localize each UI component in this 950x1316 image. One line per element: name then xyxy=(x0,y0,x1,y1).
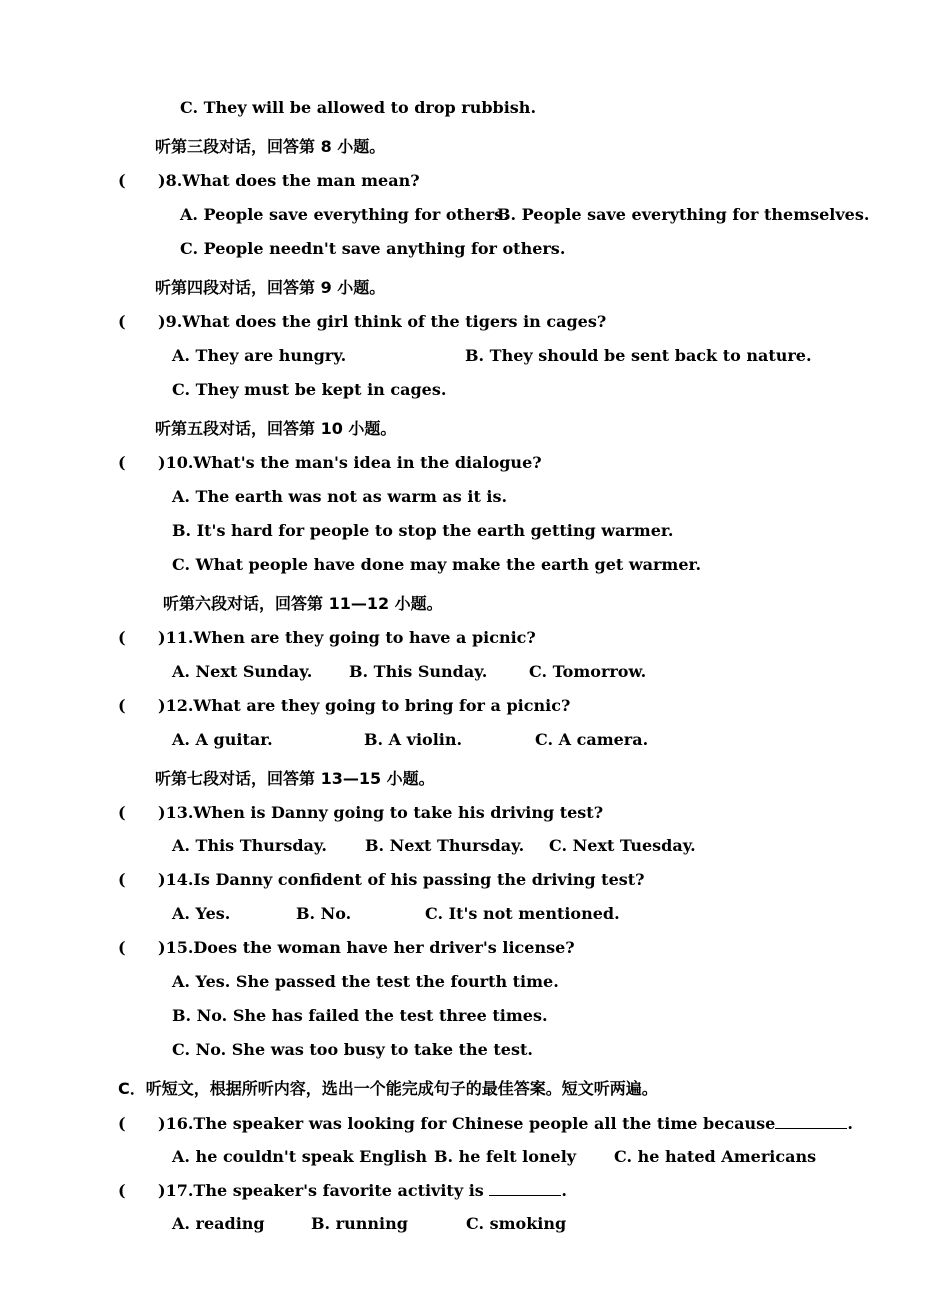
q16-option-c: C. he hated Americans xyxy=(614,1147,817,1166)
question-11: ( )11.When are they going to have a picnic? xyxy=(118,628,536,647)
question-17: ( )17.The speaker's favorite activity is . xyxy=(118,1181,567,1200)
q17-option-c: C. smoking xyxy=(466,1214,567,1233)
q8-option-a: A. People save everything for others. xyxy=(180,205,509,224)
q9-option-b: B. They should be sent back to nature. xyxy=(465,346,812,365)
q13-option-a: A. This Thursday. xyxy=(172,836,327,855)
q8-option-c: C. People needn't save anything for others. xyxy=(180,239,566,258)
answer-paren[interactable]: ( xyxy=(118,1181,126,1200)
q14-option-c: C. It's not mentioned. xyxy=(425,904,620,923)
q14-option-a: A. Yes. xyxy=(172,904,231,923)
q10-option-a: A. The earth was not as warm as it is. xyxy=(172,487,508,506)
q11-option-a: A. Next Sunday. xyxy=(172,662,313,681)
question-12: ( )12.What are they going to bring for a picnic? xyxy=(118,696,571,715)
answer-paren[interactable]: ( xyxy=(118,628,126,647)
answer-paren[interactable]: ( xyxy=(118,453,126,472)
q13-option-c: C. Next Tuesday. xyxy=(549,836,696,855)
q16-option-a: A. he couldn't speak English xyxy=(172,1147,427,1166)
q15-option-c: C. No. She was too busy to take the test. xyxy=(172,1040,533,1059)
q10-option-b: B. It's hard for people to stop the earth getting warmer. xyxy=(172,521,674,540)
question-14: ( )14.Is Danny confident of his passing the driving test? xyxy=(118,870,645,889)
section-heading-6: 听第六段对话，回答第 11—12 小题。 xyxy=(163,594,443,613)
answer-paren[interactable]: ( xyxy=(118,696,126,715)
question-10: ( )10.What's the man's idea in the dialogue? xyxy=(118,453,542,472)
q9-option-a: A. They are hungry. xyxy=(172,346,347,365)
question-15: ( )15.Does the woman have her driver's license? xyxy=(118,938,575,957)
section-heading-4: 听第四段对话，回答第 9 小题。 xyxy=(155,278,386,297)
q17-option-a: A. reading xyxy=(172,1214,265,1233)
q12-option-a: A. A guitar. xyxy=(172,730,273,749)
question-13: ( )13.When is Danny going to take his driving test? xyxy=(118,803,604,822)
q13-option-b: B. Next Thursday. xyxy=(365,836,525,855)
answer-blank[interactable] xyxy=(489,1180,561,1196)
q11-option-b: B. This Sunday. xyxy=(349,662,488,681)
answer-paren[interactable]: ( xyxy=(118,312,126,331)
question-8: ( )8.What does the man mean? xyxy=(118,171,420,190)
q9-option-c: C. They must be kept in cages. xyxy=(172,380,447,399)
q12-option-b: B. A violin. xyxy=(364,730,463,749)
question-9: ( )9.What does the girl think of the tigers in cages? xyxy=(118,312,607,331)
answer-paren[interactable]: ( xyxy=(118,938,126,957)
q16-option-b: B. he felt lonely xyxy=(434,1147,577,1166)
answer-blank[interactable] xyxy=(775,1113,847,1129)
answer-paren[interactable]: ( xyxy=(118,1114,126,1133)
q10-option-c: C. What people have done may make the earth get warmer. xyxy=(172,555,702,574)
q7-option-c: C. They will be allowed to drop rubbish. xyxy=(180,98,537,117)
answer-paren[interactable]: ( xyxy=(118,803,126,822)
q8-option-b: B. People save everything for themselves. xyxy=(497,205,870,224)
section-heading-5: 听第五段对话，回答第 10 小题。 xyxy=(155,419,397,438)
q17-option-b: B. running xyxy=(311,1214,408,1233)
answer-paren[interactable]: ( xyxy=(118,171,126,190)
section-heading-3: 听第三段对话，回答第 8 小题。 xyxy=(155,137,386,156)
q11-option-c: C. Tomorrow. xyxy=(529,662,647,681)
answer-paren[interactable]: ( xyxy=(118,870,126,889)
section-heading-7: 听第七段对话，回答第 13—15 小题。 xyxy=(155,769,435,788)
question-16: ( )16.The speaker was looking for Chinese people all the time because . xyxy=(118,1114,853,1133)
q12-option-c: C. A camera. xyxy=(535,730,649,749)
part-c-heading: C．听短文，根据所听内容，选出一个能完成句子的最佳答案。短文听两遍。 xyxy=(118,1079,658,1098)
q14-option-b: B. No. xyxy=(296,904,352,923)
q15-option-a: A. Yes. She passed the test the fourth time. xyxy=(172,972,559,991)
q15-option-b: B. No. She has failed the test three times. xyxy=(172,1006,548,1025)
